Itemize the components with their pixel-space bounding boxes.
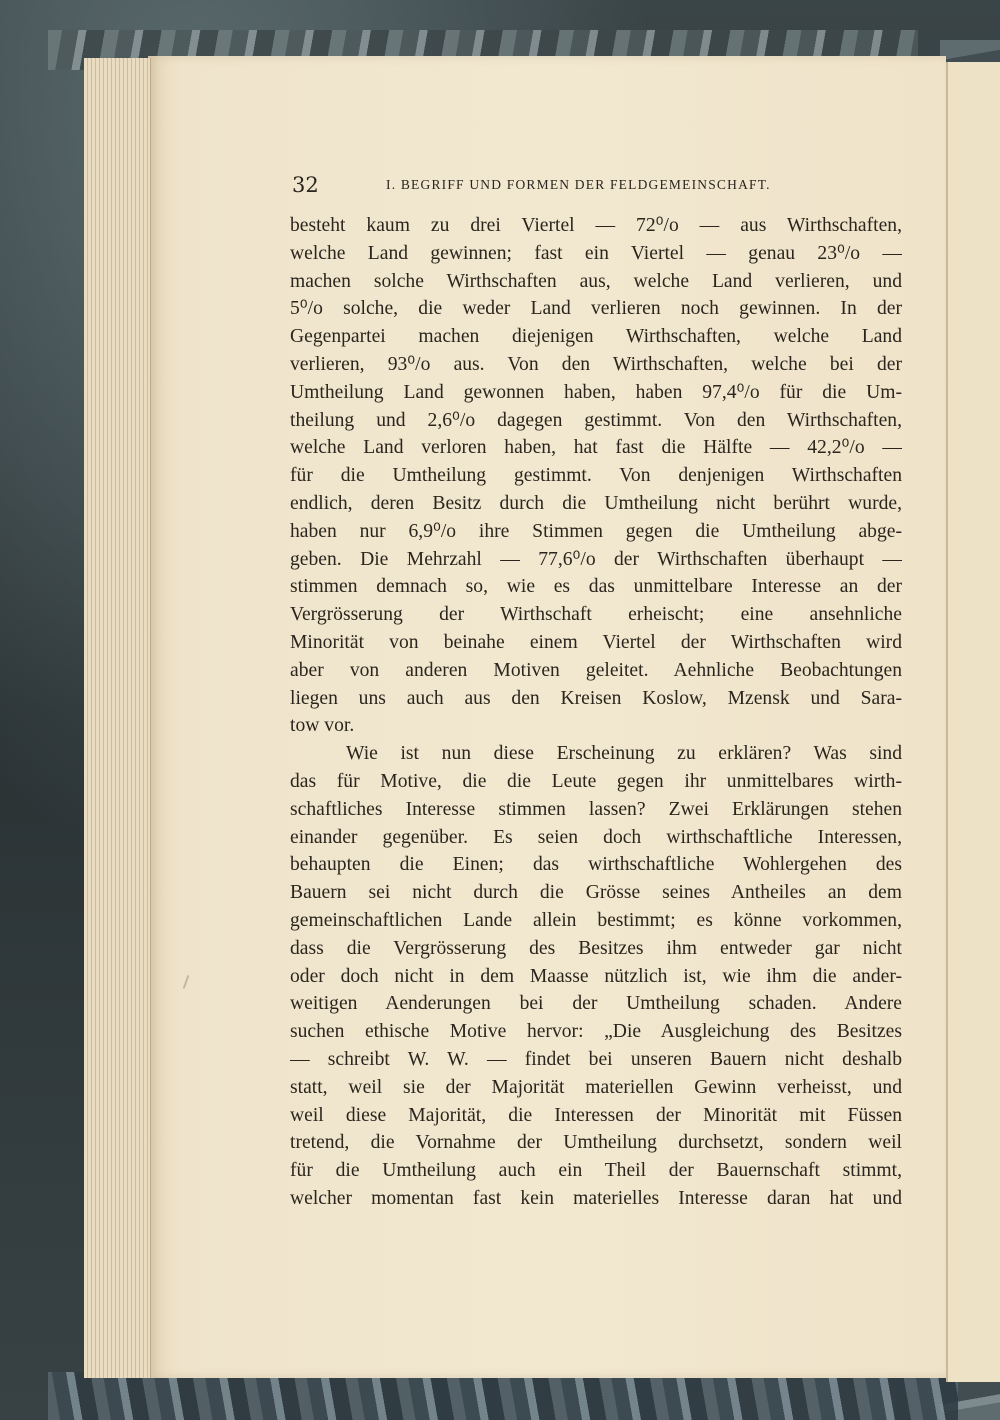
running-head: I. BEGRIFF UND FORMEN DER FELDGEMEINSCHAFT. bbox=[386, 177, 771, 192]
text-line-paragraph-start: Wie ist nun diese Erscheinung zu erklären? Was sind bbox=[346, 743, 902, 765]
page-number: 32 bbox=[292, 173, 319, 197]
text-line: theilung und 2,6⁰/o dagegen gestimmt. Von den Wirthschaften, bbox=[290, 409, 902, 431]
text-line: gemeinschaftlichen Lande allein bestimmt; es könne vorkommen, bbox=[290, 909, 902, 931]
page-stack-edges bbox=[84, 58, 151, 1378]
text-line: — schreibt W. W. — findet bei unseren Bauern nicht deshalb bbox=[290, 1048, 902, 1070]
text-line: behaupten die Einen; das wirthschaftliche Wohlergehen des bbox=[290, 854, 902, 876]
text-line: welche Land gewinnen; fast ein Viertel — genau 23⁰/o — bbox=[290, 242, 902, 264]
text-line: oder doch nicht in dem Maasse nützlich ist, wie ihm die ander- bbox=[290, 965, 902, 987]
text-line: welche Land verloren haben, hat fast die Hälfte — 42,2⁰/o — bbox=[290, 437, 902, 459]
text-line: verlieren, 93⁰/o aus. Von den Wirthschaften, welche bei der bbox=[290, 353, 902, 375]
text-line: geben. Die Mehrzahl — 77,6⁰/o der Wirthschaften überhaupt — bbox=[290, 548, 902, 570]
text-line: dass die Vergrösserung des Besitzes ihm entweder gar nicht bbox=[290, 937, 902, 959]
text-line: weitigen Aenderungen bei der Umtheilung schaden. Andere bbox=[290, 993, 902, 1015]
marbled-cover-bottom bbox=[48, 1372, 958, 1420]
text-line: endlich, deren Besitz durch die Umtheilung nicht berührt wurde, bbox=[290, 492, 902, 514]
text-line: Bauern sei nicht durch die Grösse seines Antheiles an dem bbox=[290, 882, 902, 904]
text-line: einander gegenüber. Es seien doch wirthschaftliche Interessen, bbox=[290, 826, 902, 848]
text-line: suchen ethische Motive hervor: „Die Ausgleichung des Besitzes bbox=[290, 1021, 902, 1043]
text-line: tretend, die Vornahme der Umtheilung durchsetzt, sondern weil bbox=[290, 1132, 902, 1154]
text-line: Vergrösserung der Wirthschaft erheischt; eine ansehnliche bbox=[290, 604, 902, 626]
text-line: liegen uns auch aus den Kreisen Koslow, Mzensk und Sara- bbox=[290, 687, 902, 709]
text-line: stimmen demnach so, wie es das unmittelbare Interesse an der bbox=[290, 576, 902, 598]
text-line: 5⁰/o solche, die weder Land verlieren noch gewinnen. In der bbox=[290, 298, 902, 320]
text-line: für die Umtheilung gestimmt. Von denjenigen Wirthschaften bbox=[290, 465, 902, 487]
text-line: welcher momentan fast kein materielles Interesse daran hat und bbox=[290, 1187, 902, 1209]
text-line: tow vor. bbox=[290, 715, 355, 737]
text-line: das für Motive, die die Leute gegen ihr unmittelbares wirth- bbox=[290, 770, 902, 792]
text-line: für die Umtheilung auch ein Theil der Bauernschaft stimmt, bbox=[290, 1160, 902, 1182]
page-header bbox=[292, 170, 904, 200]
facing-page-edge bbox=[946, 62, 1000, 1382]
text-line: Gegenpartei machen diejenigen Wirthschaften, welche Land bbox=[290, 326, 902, 348]
text-line: schaftliches Interesse stimmen lassen? Zwei Erklärungen stehen bbox=[290, 798, 902, 820]
text-line: besteht kaum zu drei Viertel — 72⁰/o — aus Wirthschaften, bbox=[290, 215, 902, 236]
body-text bbox=[290, 212, 902, 1213]
text-line: statt, weil sie der Majorität materiellen Gewinn verheisst, und bbox=[290, 1076, 902, 1098]
text-line: weil diese Majorität, die Interessen der Minorität mit Füssen bbox=[290, 1104, 902, 1126]
text-line: machen solche Wirthschaften aus, welche Land verlieren, und bbox=[290, 270, 902, 292]
text-line: Umtheilung Land gewonnen haben, haben 97,4⁰/o für die Um- bbox=[290, 381, 902, 403]
text-line: aber von anderen Motiven geleitet. Aehnliche Beobachtungen bbox=[290, 659, 902, 681]
text-line: haben nur 6,9⁰/o ihre Stimmen gegen die Umtheilung abge- bbox=[290, 520, 902, 542]
text-line: Minorität von beinahe einem Viertel der Wirthschaften wird bbox=[290, 631, 902, 653]
